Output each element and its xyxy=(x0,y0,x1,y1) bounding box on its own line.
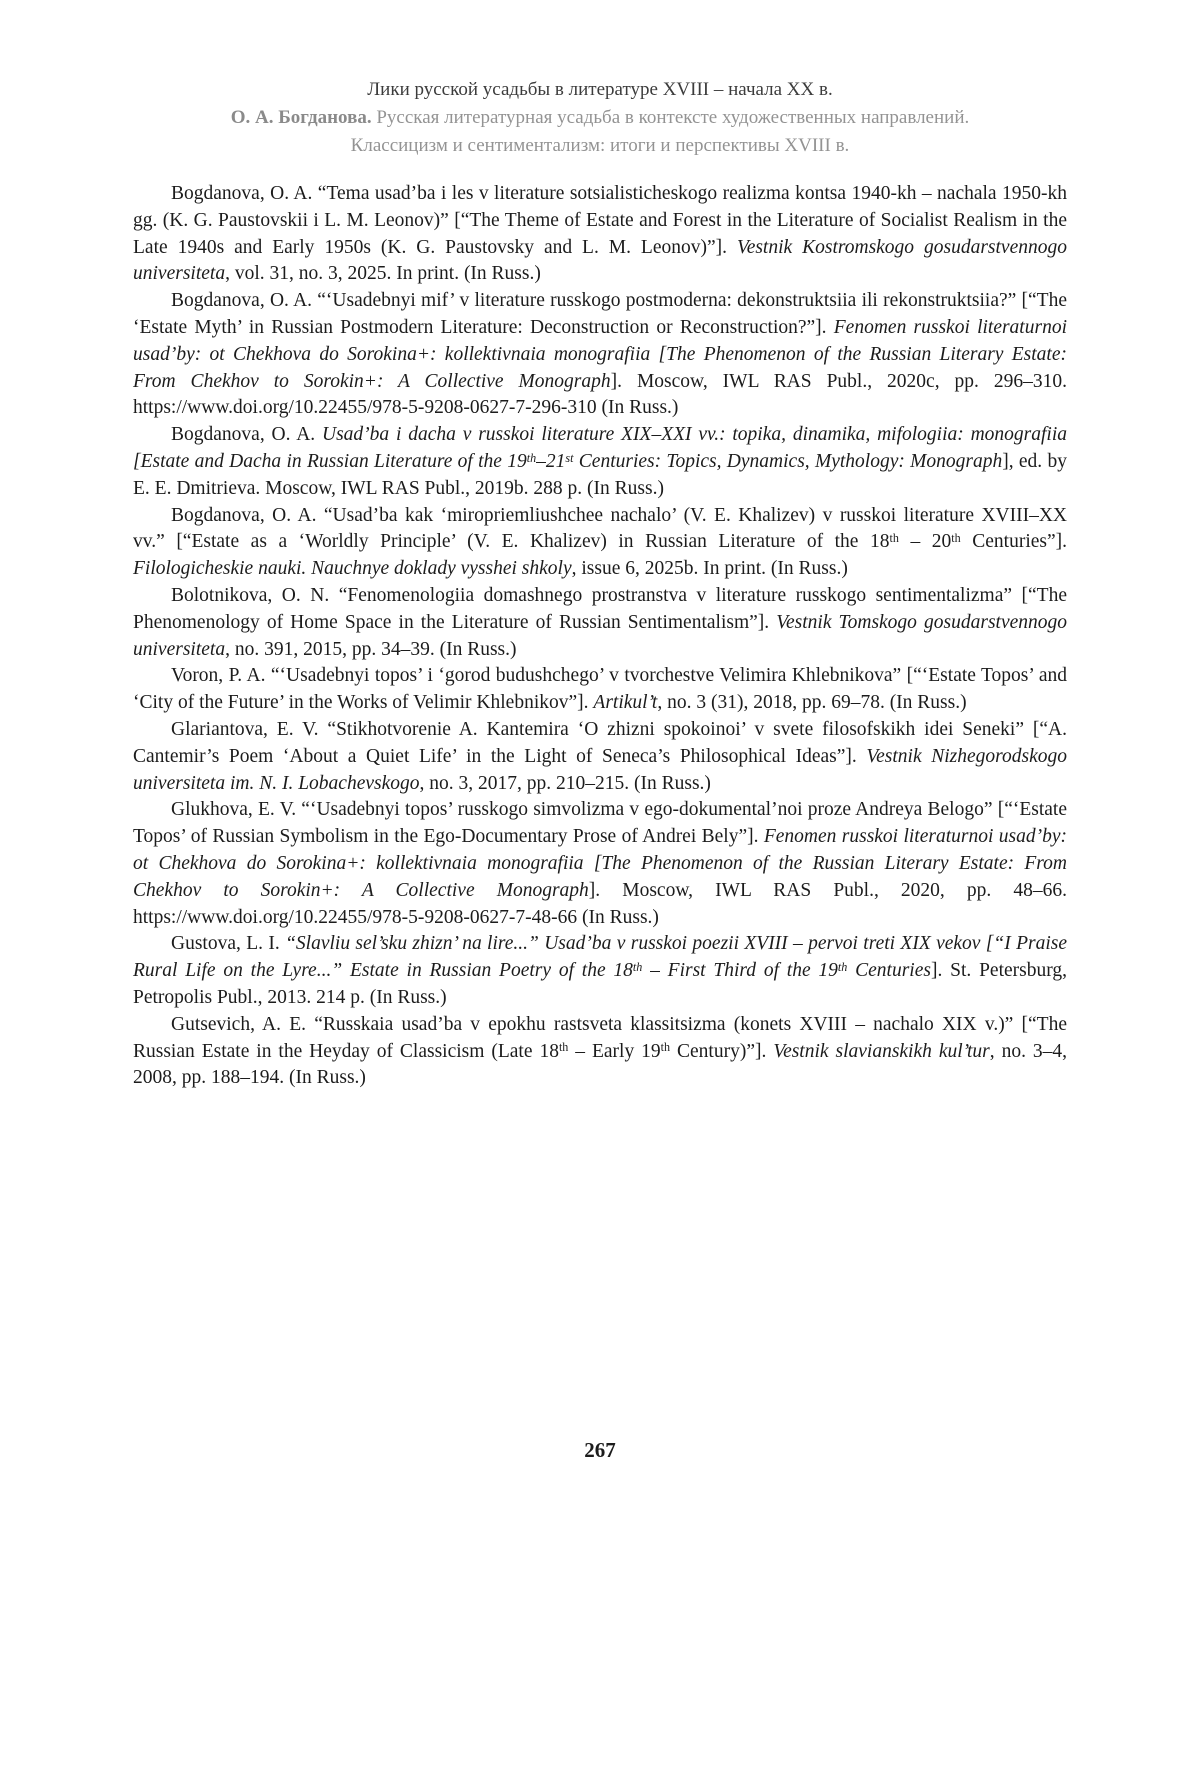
entry-text-segment: th xyxy=(632,959,643,974)
bibliography-entry xyxy=(133,288,1067,422)
entry-text-segment: Usad’ba i dacha v russkoi literature XIX–XXI vv.: topika, dinamika, mifologiia: monografiia [Estate and Dacha in Russian Literature of the 19 xyxy=(133,424,1068,472)
entry-text-segment: th xyxy=(837,959,848,974)
entry-text-segment: ]. Moscow, IWL RAS Publ., 2020c, pp. 296–310. https://www.doi.org/10.22455/978-5-9208-0627-7-296-310 (In Russ.) xyxy=(133,370,1067,419)
entry-text-segment: Vestnik Tomskogo gosudarstvennogo universiteta xyxy=(133,611,1068,660)
entry-text-segment: Vestnik Kostromskogo gosudarstvennogo universiteta xyxy=(133,236,1067,285)
entry-text-segment: Gutsevich, A. E. “Russkaia usad’ba v epokhu rastsveta klassitsizma (konets XVIII – nachalo XIX v.)” [“The Russian Estate in the Heyday of Classicism (Late 18 xyxy=(133,1013,1067,1062)
entry-text-segment: , no. 391, 2015, pp. 34–39. (In Russ.) xyxy=(225,638,517,660)
entry-text-segment: Centuries xyxy=(847,960,931,982)
running-head-subtitle: Русская литературная усадьба в контексте художественных направлений. xyxy=(376,107,970,128)
entry-text-segment: th xyxy=(889,530,899,545)
entry-text-segment: , vol. 31, no. 3, 2025. In print. (In Russ.) xyxy=(225,263,541,285)
entry-text-segment: , no. 3, 2017, pp. 210–215. (In Russ.) xyxy=(419,772,711,794)
entry-text-segment: Bolotnikova, O. N. “Fenomenologiia domashnego prostranstva v literature russkogo sentimentalizma” [“The Phenomenology of Home Space in the Literature of Russian Sentimentalism”]. xyxy=(133,584,1067,633)
entry-text-segment: Fenomen russkoi literaturnoi usad’by: ot Chekhova do Sorokina+: kollektivnaia monografiia [The Phenomenon of the Russian Literary Estate: From Chekhov to Sorokin+: A Collective Monograph xyxy=(133,826,1067,901)
entry-text-segment: , issue 6, 2025b. In print. (In Russ.) xyxy=(571,558,848,580)
entry-text-segment: st xyxy=(565,450,574,465)
entry-text-segment: Filologicheskie nauki. Nauchnye doklady vysshei shkoly xyxy=(133,558,572,580)
bibliography-entry xyxy=(133,663,1067,717)
bibliography-entry xyxy=(133,583,1067,663)
entry-text-segment: , no. 3–4, 2008, pp. 188–194. (In Russ.) xyxy=(133,1040,1068,1089)
entry-text-segment: Centuries”]. xyxy=(960,531,1067,553)
entry-text-segment: Centuries: Topics, Dynamics, Mythology: Monograph xyxy=(573,450,1003,472)
entry-text-segment: – Early 19 xyxy=(568,1040,661,1062)
entry-text-segment: Glukhova, E. V. “‘Usadebnyi topos’ russkogo simvolizma v ego-dokumental’noi proze Andreya Belogo” [“‘Estate Topos’ of Russian Symbolism in the Ego-Documentary Prose of Andrei Bely”]. xyxy=(133,799,1067,848)
entry-text-segment: Vestnik Nizhegorodskogo universiteta im. N. I. Lobachevskogo xyxy=(133,745,1067,794)
running-head-subtitle-2: Классицизм и сентиментализм: итоги и перспективы XVIII в. xyxy=(350,135,850,156)
entry-text-segment: Bogdanova, O. A. “‘Usadebnyi mif’ v literature russkogo postmoderna: dekonstruktsiia ili rekonstruktsiia?” [“The ‘Estate Myth’ in Russian Postmodern Literature: Deconstruction or Reconstruction?”]. xyxy=(133,290,1067,338)
entry-text-segment: th xyxy=(951,530,961,545)
entry-text-segment: ]. Moscow, IWL RAS Publ., 2020, pp. 48–66. https://www.doi.org/10.22455/978-5-9208-0627-7-48-66 (In Russ.) xyxy=(133,879,1067,928)
bibliography-entry xyxy=(133,797,1067,931)
entry-text-segment: Voron, P. A. “‘Usadebnyi topos’ i ‘gorod budushchego’ v tvorchestve Velimira Khlebnikova” [“‘Estate Topos’ and ‘City of the Future’ in the Works of Velimir Khlebnikov”]. xyxy=(133,665,1067,714)
entry-text-segment: Glariantova, E. V. “Stikhotvorenie A. Kantemira ‘O zhizni spokoinoi’ v svete filosofskikh idei Seneki” [“A. Cantemir’s Poem ‘About a Quiet Life’ in the Light of Seneca’s Philosophical Ideas”]. xyxy=(133,718,1067,767)
bibliography-entry xyxy=(133,931,1067,1011)
entry-text-segment: ]. St. Petersburg, Petropolis Publ., 2013. 214 p. (In Russ.) xyxy=(133,960,1067,1008)
entry-text-segment: “Slavliu sel’sku zhizn’ na lire...” Usad’ba v russkoi poezii XVIII – pervoi treti XIX vekov [“I Praise Rural Life on the Lyre...” Estate in Russian Poetry of the 18 xyxy=(133,933,1067,982)
entry-text-segment: th xyxy=(526,450,537,465)
entry-text-segment: Bogdanova, O. A. xyxy=(171,424,323,446)
bibliography-entry xyxy=(133,1012,1067,1092)
entry-text-segment: Century)”]. xyxy=(670,1040,774,1062)
entry-text-segment: Artikul’t xyxy=(593,692,658,714)
bibliography-entry xyxy=(133,503,1067,583)
entry-text-segment: Gustova, L. I. xyxy=(171,933,286,955)
entry-text-segment: th xyxy=(660,1040,671,1055)
entry-text-segment: – 20 xyxy=(898,531,952,553)
entry-text-segment: Fenomen russkoi literaturnoi usad’by: ot Chekhova do Sorokina+: kollektivnaia monografiia [The Phenomenon of the Russian Literary Estate: From Chekhov to Sorokin+: A Collective Monograph xyxy=(133,316,1067,392)
bibliography-entry xyxy=(133,717,1067,797)
running-head-title: Лики русской усадьбы в литературе XVIII – начала XX в. xyxy=(367,79,833,100)
entry-text-segment: Bogdanova, O. A. “Tema usad’ba i les v literature sotsialisticheskogo realizma kontsa 1940-kh – nachala 1950-kh gg. (K. G. Paustovskii i L. M. Leonov)” [“The Theme of Estate and Forest in the Literature of Socialist Realism in the Late 1940s and Early 1950s (K. G. Paustovsky and L. M. Leonov)”]. xyxy=(133,183,1067,258)
entry-text-segment: Bogdanova, O. A. “Usad’ba kak ‘miropriemliushchee nachalo’ (V. E. Khalizev) v russkoi literature XVIII–XX vv.” [“Estate as a ‘Worldly Principle’ (V. E. Khalizev) in Russian Literature of the 18 xyxy=(133,504,1067,553)
entry-text-segment: Vestnik slavianskikh kul’tur xyxy=(773,1040,990,1062)
entry-text-segment: –21 xyxy=(536,450,566,472)
entry-text-segment: , no. 3 (31), 2018, pp. 69–78. (In Russ.) xyxy=(657,692,967,714)
bibliography-entry xyxy=(133,422,1067,502)
page-number: 267 xyxy=(584,1438,616,1462)
entry-text-segment: – First Third of the 19 xyxy=(642,960,838,982)
entry-text-segment: th xyxy=(558,1040,569,1055)
bibliography-list xyxy=(133,181,1067,1092)
running-head xyxy=(133,76,1067,160)
entry-text-segment: ], ed. by E. E. Dmitrieva. Moscow, IWL RAS Publ., 2019b. 288 p. (In Russ.) xyxy=(133,450,1067,499)
running-head-article-line xyxy=(133,104,1067,132)
running-head-author: О. А. Богданова. xyxy=(230,107,377,128)
bibliography-entry xyxy=(133,181,1067,288)
